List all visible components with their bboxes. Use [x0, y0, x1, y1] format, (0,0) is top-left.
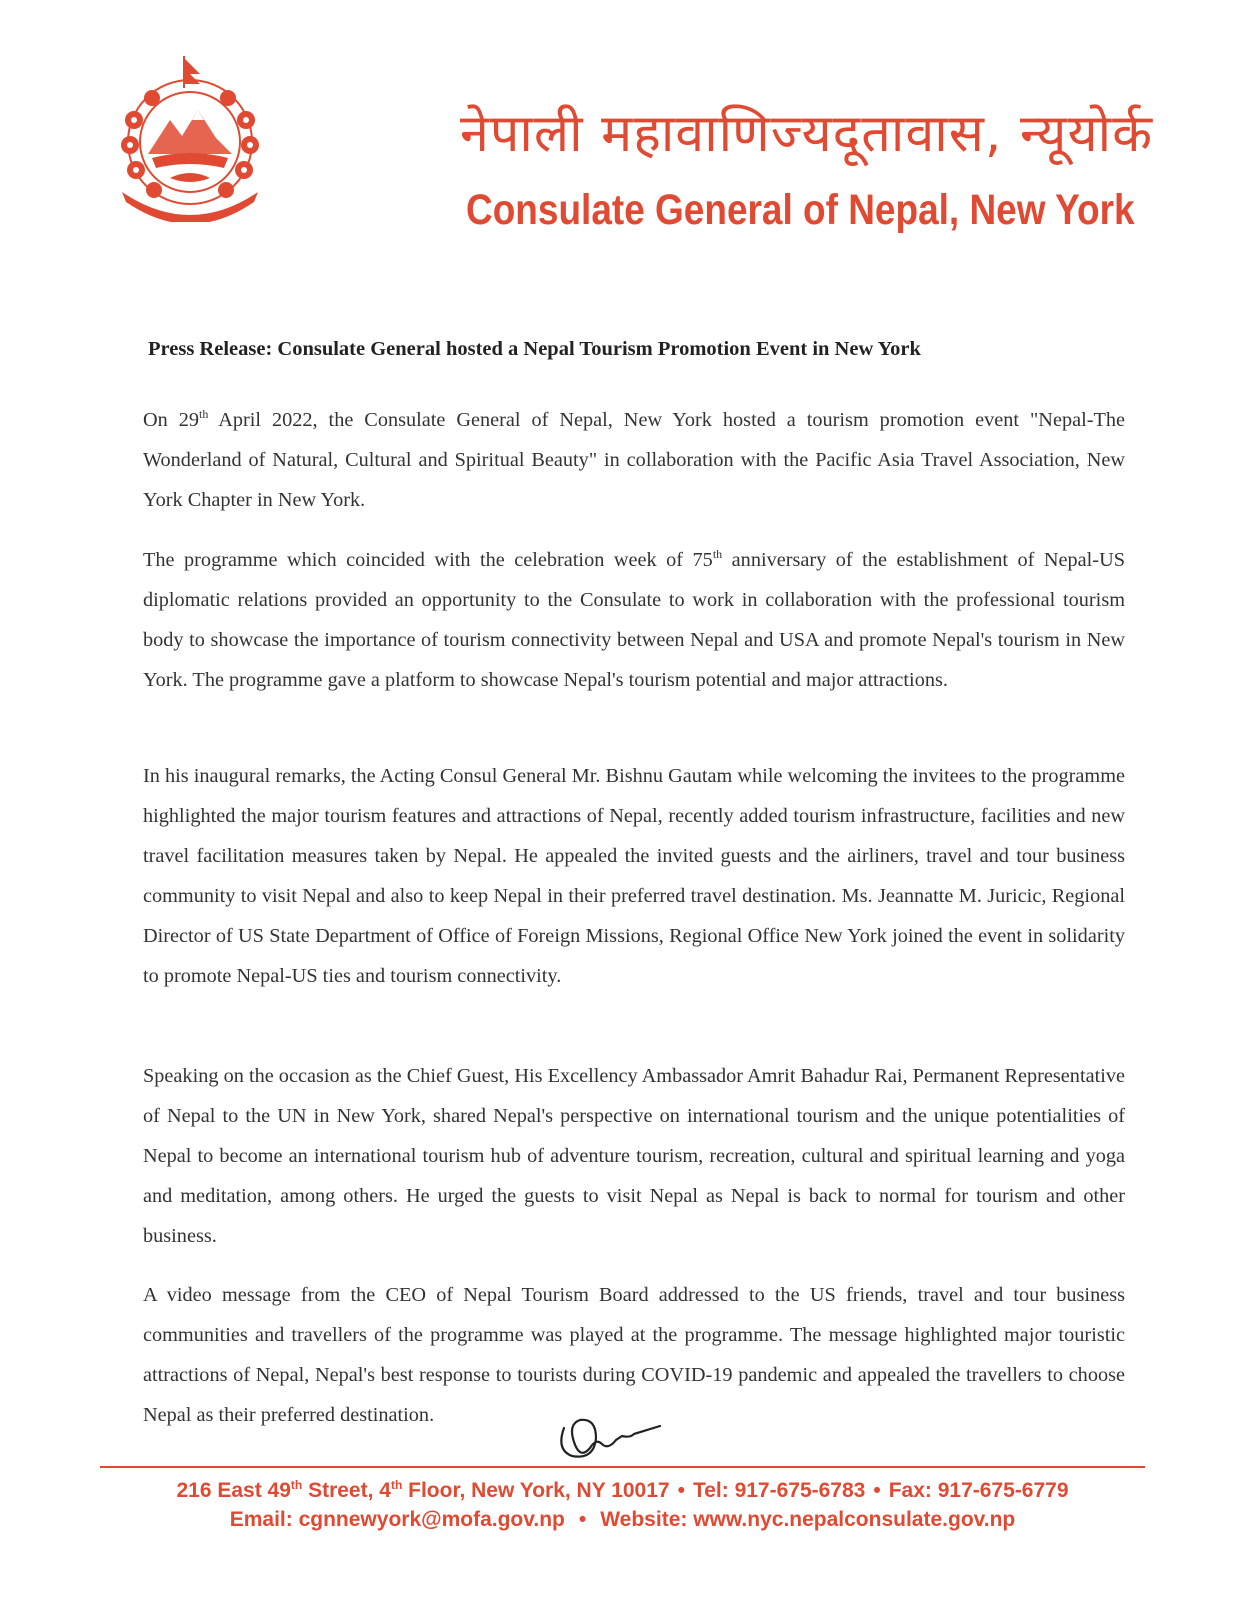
- footer-address-line: 216 East 49th Street, 4th Floor, New York, NY 10017 • Tel: 917-675-6783 • Fax: 917-675-6779: [176, 1478, 1069, 1502]
- handwritten-signature: [550, 1398, 670, 1468]
- paragraph-3: In his inaugural remarks, the Acting Consul General Mr. Bishnu Gautam while welcoming the invitees to the programme highlighted the major tourism features and attractions of Nepal, recently added tourism infrastructure, facilities and new travel facilitation measures taken by Nepal. He appealed the invited guests and the airliners, travel and tour business community to visit Nepal and also to keep Nepal in their preferred travel destination. Ms. Jeannatte M. Juricic, Regional Director of US State Department of Office of Foreign Missions, Regional Office New York joined the event in solidarity to promote Nepal-US ties and tourism connectivity.: [143, 765, 1125, 987]
- footer-fax: Fax: 917-675-6779: [888, 1479, 1069, 1502]
- press-release-title: Press Release: Consulate General hosted a Nepal Tourism Promotion Event in New York: [148, 338, 921, 360]
- footer-tel: Tel: 917-675-6783: [692, 1479, 866, 1502]
- footer-website: Website: www.nyc.nepalconsulate.gov.np: [600, 1508, 1016, 1531]
- footer-contact-line: Email: cgnnewyork@mofa.gov.np • Website: www.nyc.nepalconsulate.gov.np: [229, 1508, 1016, 1531]
- letterhead-title-nepali: नेपाली महावाणिज्यदूतावास, न्यूयोर्क: [460, 104, 1154, 164]
- paragraph-1: On 29th April 2022, the Consulate General of Nepal, New York hosted a tourism promotion event "Nepal-The Wonderland of Natural, Cultural and Spiritual Beauty" in collaboration with the Pacific Asia Travel Association, New York Chapter in New York.: [143, 407, 1126, 511]
- footer-divider: [100, 1466, 1145, 1468]
- paragraph-4: Speaking on the occasion as the Chief Guest, His Excellency Ambassador Amrit Bahadur Rai, Permanent Representative of Nepal to the UN in New York, shared Nepal's perspective on international tourism and the unique potentialities of Nepal to become an international tourism hub of adventure tourism, recreation, cultural and spiritual learning and yoga and meditation, among others. He urged the guests to visit Nepal as Nepal is back to normal for tourism and other business.: [143, 1065, 1125, 1247]
- nepal-emblem-logo: [104, 50, 276, 222]
- paragraph-2: The programme which coincided with the celebration week of 75th anniversary of the establishment of Nepal-US diplomatic relations provided an opportunity to the Consulate to work in collaboration with the professional tourism body to showcase the importance of tourism connectivity between Nepal and USA and promote Nepal's tourism in New York. The programme gave a platform to showcase Nepal's tourism potential and major attractions.: [143, 547, 1125, 691]
- footer-email: Email: cgnnewyork@mofa.gov.np: [229, 1508, 565, 1531]
- letterhead-title-english: Consulate General of Nepal, New York: [466, 186, 1135, 234]
- paragraph-5: A video message from the CEO of Nepal Tourism Board addressed to the US friends, travel and tour business communities and travellers of the programme was played at the programme. The message highlighted major touristic attractions of Nepal, Nepal's best response to tourists during COVID-19 pandemic and appealed the travellers to choose Nepal as their preferred destination.: [143, 1284, 1125, 1426]
